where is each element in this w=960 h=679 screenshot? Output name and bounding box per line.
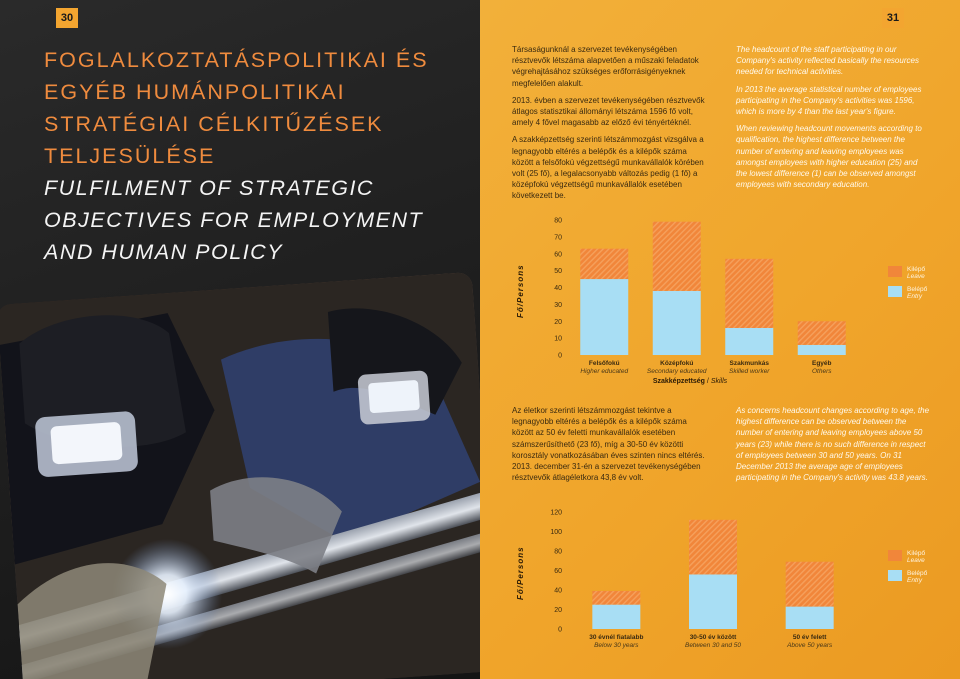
chart-y-axis-label: Fő/Persons	[516, 264, 525, 318]
text-column-hungarian-mid	[512, 405, 708, 489]
paragraph: As concerns headcount changes according to age, the highest difference can be observed between the number of entering and leaving employees above 50 years (23) while there is no such difference in respect of employees between 30 and 50 years. On 31 December 2013 the average age of employees participating in the Company's activity was 43.8 years.	[736, 406, 930, 483]
x-category-label: 30-50 év között	[689, 634, 737, 641]
legend-label-en: Entry	[907, 293, 923, 300]
legend-label-hu: Belépő	[907, 286, 928, 293]
bar-leave	[580, 249, 628, 279]
x-category-label: 30 évnél fiatalabb	[589, 634, 644, 641]
bar-leave	[689, 520, 737, 575]
legend-label-en: Leave	[907, 273, 925, 280]
page-number-left: 30	[56, 8, 78, 28]
bar-leave	[786, 562, 834, 607]
text-column-english-top	[736, 44, 930, 196]
bar-leave	[592, 591, 640, 605]
y-tick-label: 20	[554, 318, 562, 326]
x-axis-label-en: Skills	[710, 378, 728, 385]
legend-item-entry	[888, 286, 927, 300]
x-category-label: Középfokú	[660, 360, 694, 367]
page-title-hungarian: FOGLALKOZTATÁSPOLITIKAI ÉS EGYÉB HUMÁNPOLITIKAI STRATÉGIAI CÉLKITŰZÉSEK TELJESÜLÉSE	[44, 48, 429, 168]
paragraph: Társaságunknál a szervezet tevékenységében résztvevők létszáma alapvetően a műszaki feladatok végrehajtásához szükséges erőforrásigényeknek megfelelően alakult.	[512, 45, 699, 88]
legend-item-leave	[888, 550, 927, 564]
y-tick-label: 30	[554, 301, 562, 309]
paragraph: When reviewing headcount movements according to qualification, the highest difference between the number of entering and leaving employees was amongst employees with higher education (25) and the lowest difference (1) can be observed amongst employees with secondary education.	[736, 124, 922, 190]
y-tick-label: 0	[558, 626, 562, 634]
bar-entry	[725, 328, 773, 355]
x-category-label: Szakmunkás	[729, 360, 769, 367]
legend-label-hu: Kilépő	[907, 550, 926, 557]
bar-entry	[580, 279, 628, 355]
bar-entry	[689, 574, 737, 629]
bar-entry	[653, 291, 701, 355]
legend-swatch	[888, 286, 902, 297]
bar-entry	[786, 607, 834, 629]
legend-swatch	[888, 550, 902, 561]
chart-age	[510, 504, 940, 676]
paragraph: 2013. évben a szervezet tevékenységében résztvevők átlagos statisztikai állományi létszáma 1596 fő volt, amely 4 fővel magasabb az előző évi tényértéknél.	[512, 95, 705, 128]
y-tick-label: 80	[554, 217, 562, 225]
y-tick-label: 40	[554, 587, 562, 595]
chart-x-axis-label: Szakképzettség / Skills	[652, 378, 728, 385]
y-tick-label: 0	[558, 352, 562, 360]
x-category-label-en: Others	[811, 368, 832, 375]
paragraph: The headcount of the staff participating in our Company's activity reflected basically the resources needed for technical activities.	[736, 45, 919, 77]
y-tick-label: 70	[554, 234, 562, 242]
right-page	[480, 0, 960, 679]
legend-item-entry	[888, 570, 927, 584]
welding-photo-large	[0, 272, 480, 679]
text-column-hungarian-top	[512, 44, 708, 208]
chart-skills	[510, 208, 940, 394]
legend-label-en: Leave	[907, 557, 925, 564]
chart-plot-area	[530, 504, 870, 676]
page-title-english: FULFILMENT OF STRATEGIC OBJECTIVES FOR EMPLOYMENT AND HUMAN POLICY	[44, 176, 424, 264]
legend-item-leave	[888, 266, 927, 280]
page-number-right: 31	[882, 8, 904, 28]
x-category-label-en: Below 30 years	[594, 642, 639, 649]
x-category-label-en: Between 30 and 50	[684, 642, 742, 649]
bar-entry	[592, 605, 640, 629]
x-category-label-en: Secondary educated	[646, 368, 707, 375]
chart-y-axis-label: Fő/Persons	[516, 546, 525, 600]
bar-leave	[725, 259, 773, 328]
welder-illustration	[0, 272, 480, 679]
legend-swatch	[888, 570, 902, 581]
x-category-label: Egyéb	[811, 360, 832, 367]
y-tick-label: 50	[554, 268, 562, 276]
x-category-label: Felsőfokú	[588, 360, 620, 367]
bar-leave	[798, 321, 846, 345]
y-tick-label: 60	[554, 568, 562, 575]
text-column-english-mid	[736, 405, 930, 489]
y-tick-label: 60	[554, 251, 562, 259]
x-category-label-en: Skilled worker	[729, 368, 770, 375]
chart-legend	[888, 266, 927, 306]
paragraph: Az életkor szerinti létszámmozgást tekintve a legnagyobb eltérés a belépők és a kilépők száma között az 50 év feletti munkavállalók esetében számszerűsíthető (23 fő), míg a 30-50 év közötti korosztály vonatkozásában éves szinten nincs eltérés. 2013. december 31-én a szervezet tevékenységében résztvevők átlagéletkora 43,8 év volt.	[512, 406, 705, 483]
x-category-label-en: Above 50 years	[787, 642, 833, 649]
y-tick-label: 120	[550, 509, 562, 517]
paragraph: A szakképzettség szerinti létszámmozgást vizsgálva a legnagyobb eltérés a belépők és a kilépők száma között a felsőfokú végzettségű munkavállalók körében volt (25 fő), a legalacsonyabb változás pedig (1 fő) a középfokú végzettségű munkavállalók esetében következett be.	[512, 135, 704, 201]
bar-leave	[653, 222, 701, 291]
chart-plot-area	[530, 208, 870, 394]
legend-label-en: Entry	[907, 577, 923, 584]
x-category-label: 50 év felett	[792, 634, 827, 641]
x-axis-label-hu: Szakképzettség	[652, 378, 705, 385]
y-tick-label: 100	[550, 529, 562, 536]
y-tick-label: 80	[554, 548, 562, 556]
y-tick-label: 40	[554, 285, 562, 292]
y-tick-label: 10	[554, 335, 562, 343]
x-category-label-en: Higher educated	[580, 368, 629, 375]
legend-swatch	[888, 266, 902, 277]
paragraph: In 2013 the average statistical number of employees participating in the Company's activities was 1596, which is more by 4 than the last year's figure.	[736, 84, 922, 117]
chart-legend	[888, 550, 927, 590]
y-tick-label: 20	[554, 607, 562, 614]
bar-entry	[798, 345, 846, 355]
legend-label-hu: Belépő	[907, 570, 928, 577]
legend-label-hu: Kilépő	[907, 266, 926, 273]
